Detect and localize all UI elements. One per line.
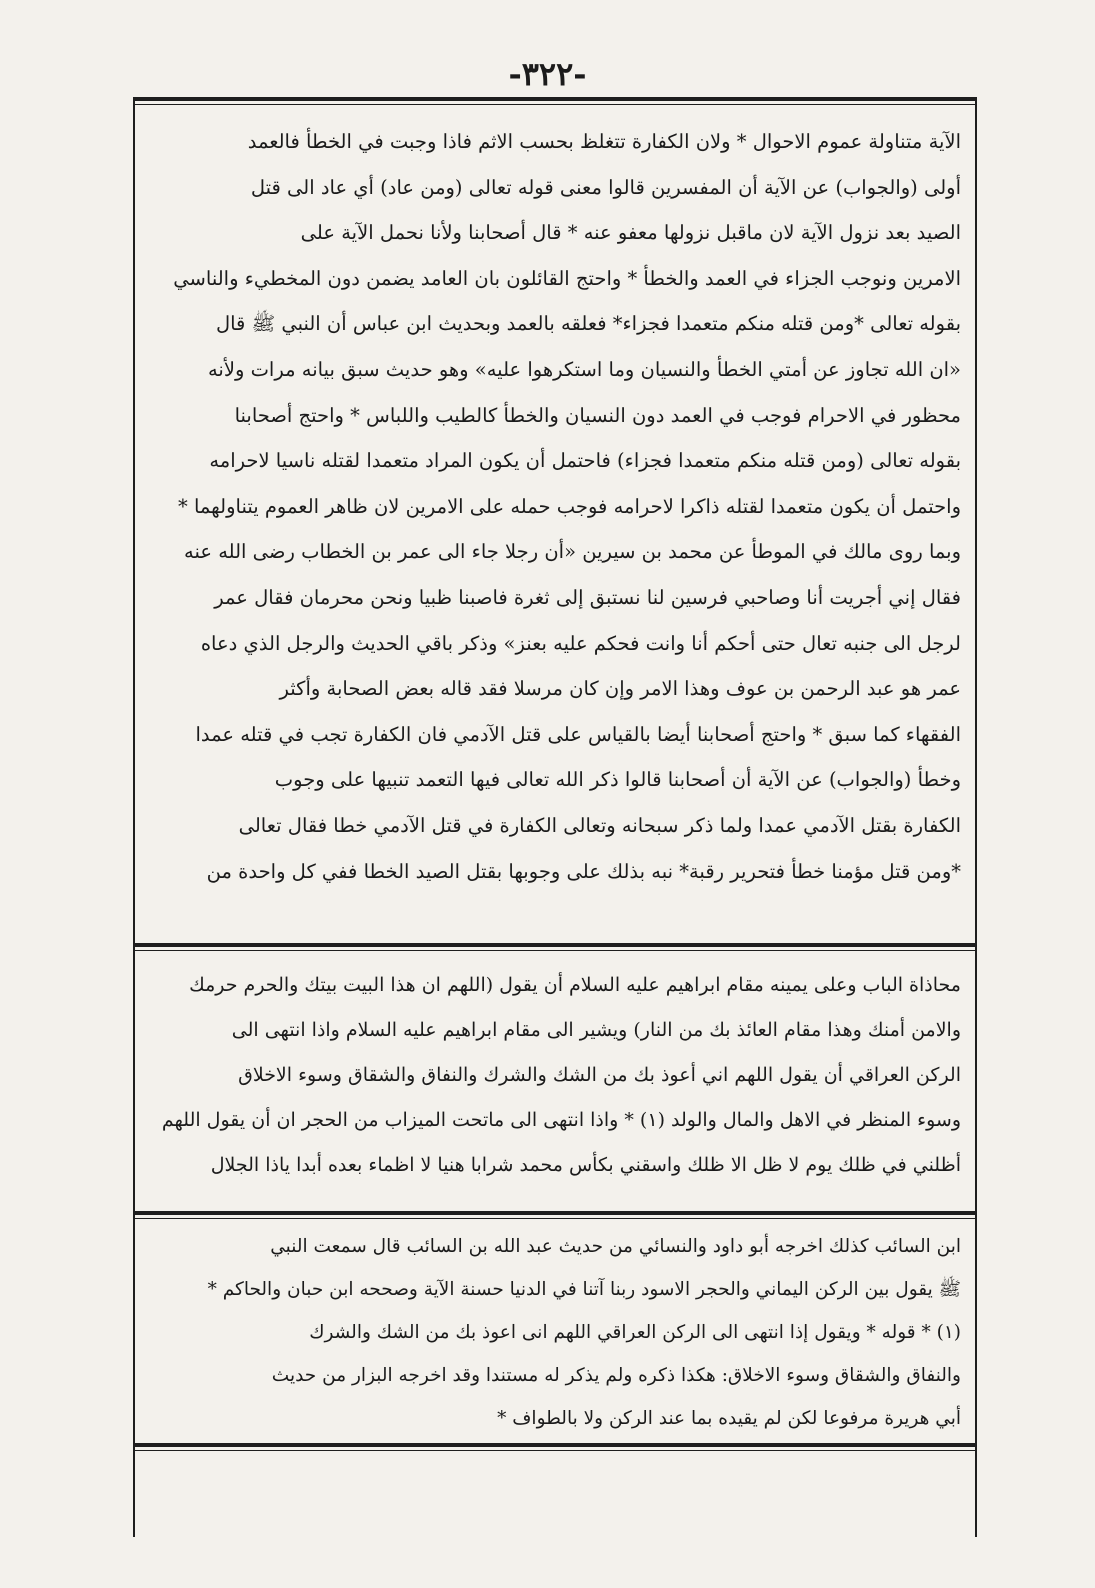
commentary-line: أظلني في ظلك يوم لا ظل الا ظلك واسقني بكأس محمد شرابا هنيا لا اظماء بعده أبدا ياذا الجلال: [210, 1154, 961, 1176]
main-line: واحتمل أن يكون متعمدا لقتله ذاكرا لاحرامه فوجب حمله على الامرين لان ظاهر العموم يتناولهما *: [178, 494, 961, 518]
main-line: لرجل الى جنبه تعال حتى أحكم أنا وانت فحكم عليه بعنز» وذكر باقي الحديث والرجل الذي دعاه: [200, 631, 961, 655]
section-divider-rule: [135, 943, 975, 951]
main-text-block: [149, 119, 961, 894]
main-line: بقوله تعالى (ومن قتله منكم متعمدا فجزاء) فاحتمل أن يكون المراد متعمدا لقتله ناسيا لاحرامه: [209, 449, 961, 473]
top-rule: [135, 97, 975, 105]
footnote-line: أبي هريرة مرفوعا لكن لم يقيده بما عند الركن ولا بالطواف *: [497, 1408, 961, 1429]
main-line: الصيد بعد نزول الآية لان ماقبل نزولها معفو عنه * قال أصحابنا ولأنا نحمل الآية على: [300, 221, 961, 245]
page-number: -٣٢٢-: [508, 55, 587, 93]
main-line: الكفارة بقتل الآدمي عمدا ولما ذكر سبحانه وتعالى الكفارة في قتل الآدمي خطا فقال تعالى: [238, 813, 961, 837]
footnote-line: ﷺ يقول بين الركن اليماني والحجر الاسود ربنا آتنا في الدنيا حسنة الآية وصححه ابن حبان والحاكم *: [207, 1279, 961, 1300]
bottom-rule: [135, 1443, 975, 1451]
commentary-text-block: [149, 963, 961, 1188]
commentary-line: والامن أمنك وهذا مقام العائذ بك من النار) ويشير الى مقام ابراهيم عليه السلام واذا انتهى الى: [231, 1019, 961, 1041]
footnote-line: ابن السائب كذلك اخرجه أبو داود والنسائي من حديث عبد الله بن السائب قال سمعت النبي: [270, 1236, 961, 1257]
footnote-divider-rule: [135, 1211, 975, 1219]
footnote-line: (١) * قوله * ويقول إذا انتهى الى الركن العراقي اللهم انى اعوذ بك من الشك والشرك: [309, 1322, 961, 1343]
main-line: *ومن قتل مؤمنا خطأ فتحرير رقبة* نبه بذلك على وجوبها بقتل الصيد الخطا ففي كل واحدة من: [206, 859, 961, 883]
main-line: «ان الله تجاوز عن أمتي الخطأ والنسيان وما استكرهوا عليه» وهو حديث سبق بيانه مرات ولأنه: [207, 357, 961, 381]
commentary-line: الركن العراقي أن يقول اللهم اني أعوذ بك من الشك والشرك والنفاق والشقاق وسوء الاخلاق: [238, 1064, 961, 1086]
footnote-text-block: [149, 1225, 961, 1440]
main-line: محظور في الاحرام فوجب في العمد دون النسيان والخطأ كالطيب واللباس * واحتج أصحابنا: [234, 403, 961, 427]
main-line: الآية متناولة عموم الاحوال * ولان الكفارة تتغلظ بحسب الاثم فاذا وجبت في الخطأ فالعمد: [247, 130, 961, 153]
main-line: وبما روى مالك في الموطأ عن محمد بن سيرين «أن رجلا جاء الى عمر بن الخطاب رضى الله عنه: [184, 540, 961, 564]
footnote-line: والنفاق والشقاق وسوء الاخلاق: هكذا ذكره ولم يذكر له مستندا وقد اخرجه البزار من حديث: [271, 1365, 961, 1386]
main-line: بقوله تعالى *ومن قتله منكم متعمدا فجزاء* فعلقه بالعمد وبحديث ابن عباس أن النبي ﷺ قال: [215, 312, 961, 336]
page-frame: [133, 97, 977, 1537]
main-line: وخطأ (والجواب) عن الآية أن أصحابنا قالوا ذكر الله تعالى فيها التعمد تنبيها على وجوب: [274, 768, 961, 792]
commentary-line: وسوء المنظر في الاهل والمال والولد (١) * واذا انتهى الى ماتحت الميزاب من الحجر ان أن يقول اللهم: [161, 1109, 961, 1131]
main-line: أولى (والجواب) عن الآية أن المفسرين قالوا معنى قوله تعالى (ومن عاد) أي عاد الى قتل: [250, 175, 961, 199]
commentary-line: محاذاة الباب وعلى يمينه مقام ابراهيم عليه السلام أن يقول (اللهم ان هذا البيت بيتك والحرم حرمك: [189, 974, 961, 996]
main-line: فقال إني أجريت أنا وصاحبي فرسين لنا نستبق إلى ثغرة فاصبنا ظبيا ونحن محرمان فقال عمر: [214, 585, 961, 609]
main-line: الامرين ونوجب الجزاء في العمد والخطأ * واحتج القائلون بان العامد يضمن دون المخطيء والناسي: [173, 266, 961, 290]
main-line: الفقهاء كما سبق * واحتج أصحابنا أيضا بالقياس على قتل الآدمي فان الكفارة تجب في قتله عمدا: [195, 722, 961, 746]
main-line: عمر هو عبد الرحمن بن عوف وهذا الامر وإن كان مرسلا فقد قاله بعض الصحابة وأكثر: [279, 677, 961, 701]
